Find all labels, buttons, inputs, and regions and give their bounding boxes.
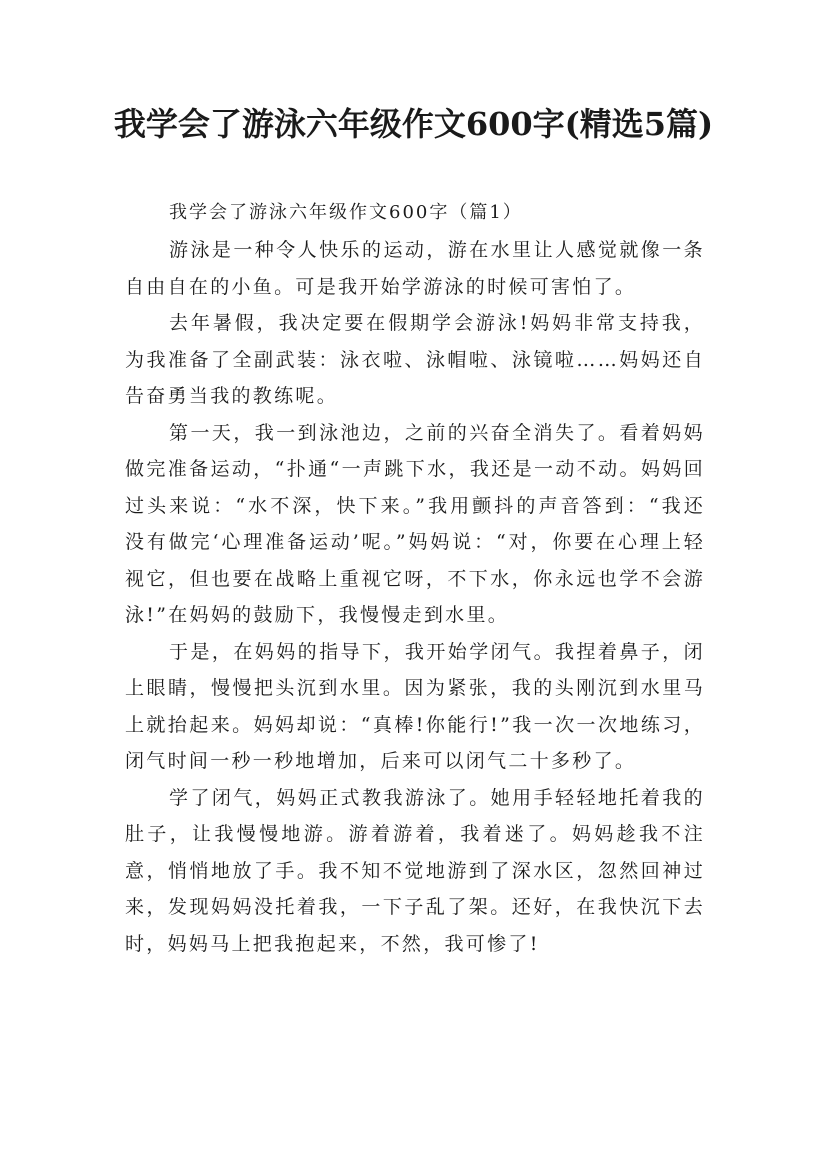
paragraph: 学了闭气，妈妈正式教我游泳了。她用手轻轻地托着我的肚子，让我慢慢地游。游着游着，我着迷了。妈妈趁我不注意，悄悄地放了手。我不知不觉地游到了深水区，忽然回神过来，发现妈妈没托着我，一下子乱了架。还好，在我快沉下去时，妈妈马上把我抱起来，不然，我可惨了! xyxy=(125,786,705,955)
document-body xyxy=(125,196,705,962)
paragraph: 第一天，我一到泳池边，之前的兴奋全消失了。看着妈妈做完准备运动，“扑通“一声跳下水，我还是一动不动。妈妈回过头来说：“水不深，快下来。”我用颤抖的声音答到：“我还没有做完‘心理准备运动’呢。”妈妈说：“对，你要在心理上轻视它，但也要在战略上重视它呀，不下水，你永远也学不会游泳!”在妈妈的鼓励下，我慢慢走到水里。 xyxy=(125,421,705,626)
document-title: 我学会了游泳六年级作文600字(精选5篇) xyxy=(113,105,714,143)
paragraph: 去年暑假，我决定要在假期学会游泳!妈妈非常支持我，为我准备了全副武装：泳衣啦、泳帽啦、泳镜啦……妈妈还自告奋勇当我的教练呢。 xyxy=(125,312,705,407)
paragraph: 游泳是一种令人快乐的运动，游在水里让人感觉就像一条自由自在的小鱼。可是我开始学游泳的时候可害怕了。 xyxy=(125,239,705,298)
paragraph: 于是，在妈妈的指导下，我开始学闭气。我捏着鼻子，闭上眼睛，慢慢把头沉到水里。因为紧张，我的头刚沉到水里马上就抬起来。妈妈却说：“真棒!你能行!”我一次一次地练习，闭气时间一秒一秒地增加，后来可以闭气二十多秒了。 xyxy=(125,640,705,772)
section-heading: 我学会了游泳六年级作文600字（篇1） xyxy=(169,202,523,223)
